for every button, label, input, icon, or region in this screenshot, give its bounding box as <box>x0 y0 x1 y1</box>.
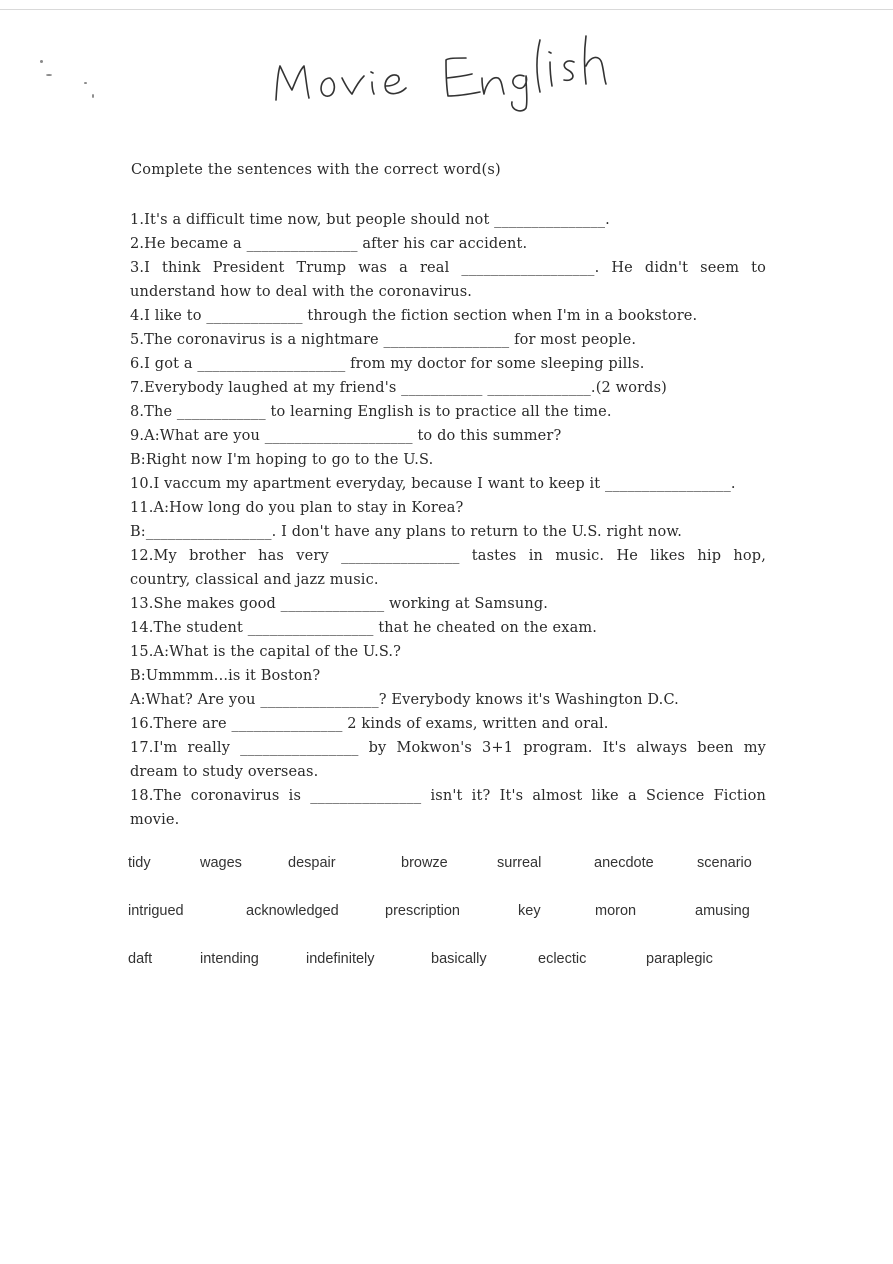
word-bank-row-3 <box>128 951 768 999</box>
sentence-3-continued: understand how to deal with the coronavirus. <box>130 284 473 300</box>
sentence-17: 17.I'm really ________________ by Mokwon's 3+1 program. It's always been my <box>130 740 766 756</box>
sentence-3: 3.I think President Trump was a real __________________. He didn't seem to <box>130 260 766 276</box>
sentence-15: 15.A:What is the capital of the U.S.? <box>130 644 402 660</box>
sentence-11: 11.A:How long do you plan to stay in Korea? <box>130 500 464 516</box>
sentence-2: 2.He became a _______________ after his car accident. <box>130 236 528 252</box>
word-bank-item: daft <box>128 951 153 967</box>
word-bank-item: intrigued <box>128 903 184 919</box>
word-bank-row-2 <box>128 903 768 951</box>
sentence-10: 10.I vaccum my apartment everyday, because I want to keep it _________________. <box>130 476 736 492</box>
word-bank-item: basically <box>431 951 487 967</box>
sentence-9-reply: B:Right now I'm hoping to go to the U.S. <box>130 452 434 468</box>
sentence-5: 5.The coronavirus is a nightmare _________________ for most people. <box>130 332 637 348</box>
scan-speck <box>84 82 87 84</box>
sentence-7: 7.Everybody laughed at my friend's ___________ ______________.(2 words) <box>130 380 667 396</box>
word-bank-item: amusing <box>695 903 750 919</box>
word-bank-item: wages <box>200 855 242 871</box>
word-bank-item: browze <box>401 855 448 871</box>
sentence-9: 9.A:What are you ____________________ to do this summer? <box>130 428 562 444</box>
word-bank-item: indefinitely <box>306 951 375 967</box>
sentence-12-continued: country, classical and jazz music. <box>130 572 379 588</box>
sentence-17-continued: dream to study overseas. <box>130 764 319 780</box>
scan-speck <box>46 74 52 76</box>
word-bank-item: key <box>518 903 541 919</box>
exercise-list <box>130 208 766 832</box>
sentence-15-reply: B:Ummmm...is it Boston? <box>130 668 321 684</box>
word-bank-item: surreal <box>497 855 542 871</box>
word-bank-item: paraplegic <box>646 951 713 967</box>
word-bank-item: despair <box>288 855 336 871</box>
word-bank-row-1 <box>128 855 768 903</box>
sentence-11-reply: B:_________________. I don't have any plans to return to the U.S. right now. <box>130 524 682 540</box>
word-bank-item: moron <box>595 903 637 919</box>
sentence-1: 1.It's a difficult time now, but people should not _______________. <box>130 212 610 228</box>
scan-speck <box>40 60 43 63</box>
sentence-12: 12.My brother has very ________________ tastes in music. He likes hip hop, <box>130 548 766 564</box>
word-bank-item: tidy <box>128 855 151 871</box>
word-bank <box>128 855 768 999</box>
sentence-6: 6.I got a ____________________ from my doctor for some sleeping pills. <box>130 356 645 372</box>
word-bank-item: eclectic <box>538 951 587 967</box>
scan-edge <box>0 9 893 10</box>
sentence-14: 14.The student _________________ that he cheated on the exam. <box>130 620 598 636</box>
word-bank-item: acknowledged <box>246 903 339 919</box>
instruction-text: Complete the sentences with the correct word(s) <box>131 162 501 178</box>
word-bank-item: scenario <box>697 855 752 871</box>
word-bank-item: prescription <box>385 903 460 919</box>
sentence-18: 18.The coronavirus is _______________ isn't it? It's almost like a Science Fiction <box>130 788 766 804</box>
sentence-8: 8.The ____________ to learning English is to practice all the time. <box>130 404 612 420</box>
sentence-15-response: A:What? Are you ________________? Everybody knows it's Washington D.C. <box>130 692 679 708</box>
sentence-13: 13.She makes good ______________ working at Samsung. <box>130 596 549 612</box>
handwritten-title-drawing <box>268 22 628 112</box>
word-bank-item: anecdote <box>594 855 654 871</box>
sentence-4: 4.I like to _____________ through the fiction section when I'm in a bookstore. <box>130 308 698 324</box>
handwritten-title <box>268 22 628 112</box>
word-bank-item: intending <box>200 951 259 967</box>
sentence-18-continued: movie. <box>130 812 180 828</box>
scan-speck <box>92 94 94 98</box>
sentence-16: 16.There are _______________ 2 kinds of exams, written and oral. <box>130 716 609 732</box>
